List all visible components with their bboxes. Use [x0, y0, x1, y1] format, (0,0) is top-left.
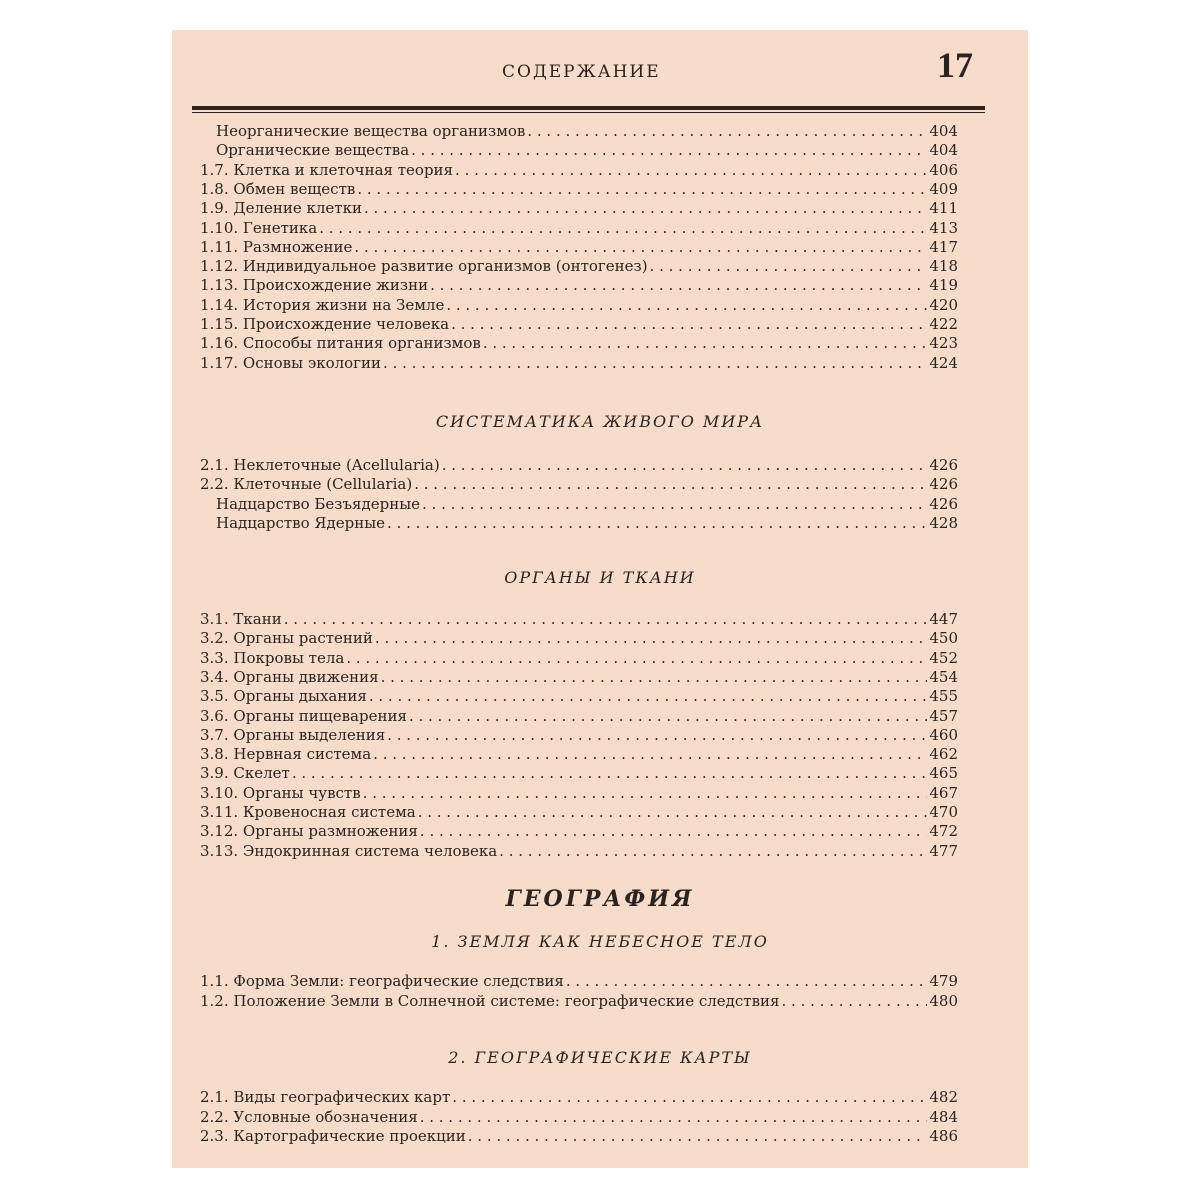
- toc-entry-page: 426: [929, 475, 958, 494]
- dot-leader: [782, 992, 928, 1011]
- dot-leader: [452, 1088, 927, 1107]
- toc-entry-page: 484: [929, 1107, 958, 1126]
- dot-leader: [420, 1108, 928, 1127]
- toc-entry-page: 420: [929, 295, 958, 314]
- toc-entry-title: 3.10. Органы чувств: [200, 783, 361, 802]
- page-number: 17: [937, 45, 973, 85]
- toc-entry-page: 460: [929, 725, 958, 744]
- toc-entry: [200, 141, 958, 160]
- dot-leader: [357, 180, 927, 199]
- section-title-maps: 2. ГЕОГРАФИЧЕСКИЕ КАРТЫ: [448, 1048, 752, 1067]
- toc-entry: [200, 992, 958, 1011]
- dot-leader: [387, 726, 927, 745]
- toc-entry: [200, 161, 958, 180]
- toc-entry-title: 1.12. Индивидуальное развитие организмов (онтогенез): [200, 257, 648, 276]
- dot-leader: [387, 514, 927, 533]
- toc-entry-title: 1.8. Обмен веществ: [200, 179, 356, 198]
- dot-leader: [420, 822, 927, 841]
- toc-entry: [200, 668, 958, 687]
- book-page: [172, 30, 1028, 1168]
- toc-entry: [200, 456, 958, 475]
- toc-entry: [200, 707, 958, 726]
- dot-leader: [527, 122, 927, 141]
- dot-leader: [364, 199, 927, 218]
- toc-entry-page: 411: [929, 199, 958, 218]
- toc-entry: [200, 629, 958, 648]
- toc-entry: [200, 514, 958, 533]
- toc-entry-page: 452: [929, 648, 958, 667]
- toc-entry: [200, 180, 958, 199]
- chapter-title-geography: ГЕОГРАФИЯ: [505, 886, 695, 912]
- header-rule-thin: [192, 112, 985, 113]
- section-title-organs: ОРГАНЫ И ТКАНИ: [504, 568, 696, 587]
- toc-entry: [200, 1108, 958, 1127]
- dot-leader: [442, 456, 928, 475]
- toc-entry-title: 1.11. Размножение: [200, 237, 353, 256]
- toc-entry-page: 472: [929, 822, 958, 841]
- toc-entry: [200, 726, 958, 745]
- dot-leader: [430, 276, 927, 295]
- dot-leader: [375, 629, 927, 648]
- toc-entry-page: 479: [929, 972, 958, 990]
- toc-entry-page: 406: [929, 160, 958, 179]
- toc-entry-page: 454: [929, 667, 958, 686]
- toc-entry: [200, 803, 958, 822]
- toc-entry: [200, 315, 958, 334]
- toc-entry: [200, 972, 958, 991]
- toc-entry-title: 1.17. Основы экологии: [200, 353, 382, 372]
- header-rule-thick: [192, 106, 985, 110]
- section-title-earth: 1. ЗЕМЛЯ КАК НЕБЕСНОЕ ТЕЛО: [431, 932, 769, 951]
- toc-entry-title: 1.2. Положение Земли в Солнечной системе: географические следствия: [200, 991, 780, 1010]
- toc-entry-title: 1.14. История жизни на Земле: [200, 295, 445, 314]
- dot-leader: [292, 764, 928, 783]
- dot-leader: [451, 315, 927, 334]
- toc-entry-page: 426: [929, 456, 958, 474]
- toc-entry-title: 3.8. Нервная система: [200, 745, 372, 764]
- toc-entry: [200, 257, 958, 276]
- dot-leader: [411, 141, 927, 160]
- toc-entry-title: Органические вещества: [216, 141, 410, 160]
- dot-leader: [650, 257, 928, 276]
- toc-entry-title: 1.15. Происхождение человека: [200, 315, 450, 333]
- toc-entry: [200, 745, 958, 764]
- toc-entry-title: 3.3. Покровы тела: [200, 648, 345, 667]
- toc-entry: [200, 1127, 958, 1146]
- dot-leader: [499, 842, 927, 861]
- dot-leader: [383, 354, 927, 373]
- toc-entry: [200, 822, 958, 841]
- toc-entry-title: 3.7. Органы выделения: [200, 725, 386, 744]
- toc-entry-page: 418: [929, 257, 958, 276]
- toc-entry-title: 3.5. Органы дыхания: [200, 687, 367, 706]
- toc-entry-page: 462: [929, 745, 958, 764]
- dot-leader: [409, 707, 927, 726]
- toc-entry: [200, 475, 958, 494]
- dot-leader: [468, 1127, 928, 1146]
- toc-entry-title: 3.4. Органы движения: [200, 667, 379, 686]
- toc-entry: [200, 296, 958, 315]
- toc-entry: [200, 784, 958, 803]
- toc-entry-title: 2.2. Клеточные (Cellularia): [200, 475, 413, 494]
- page-header: [172, 30, 1028, 110]
- toc-entry-page: 409: [929, 179, 958, 198]
- toc-entry-page: 457: [929, 706, 958, 725]
- toc-entry-title: Надцарство Безъядерные: [216, 494, 421, 513]
- toc-entry-page: 470: [929, 803, 958, 821]
- toc-entry-page: 477: [929, 841, 958, 860]
- toc-entry: [200, 649, 958, 668]
- dot-leader: [369, 687, 928, 706]
- toc-entry-title: 2.1. Виды географических карт: [200, 1088, 451, 1106]
- toc-entry-page: 417: [929, 237, 958, 256]
- dot-leader: [455, 161, 927, 180]
- dot-leader: [284, 610, 928, 629]
- toc-entry-page: 467: [929, 783, 958, 802]
- toc-entry-title: 1.9. Деление клетки: [200, 199, 362, 218]
- toc-entry-page: 404: [929, 141, 958, 160]
- toc-entry: [200, 842, 958, 861]
- dot-leader: [418, 803, 928, 822]
- toc-entry-title: 3.13. Эндокринная система человека: [200, 841, 498, 860]
- toc-entry: [200, 610, 958, 629]
- toc-entry: [200, 495, 958, 514]
- dot-leader: [483, 334, 928, 353]
- dot-leader: [566, 972, 927, 991]
- toc-entry-page: 450: [929, 629, 958, 648]
- toc-entry-page: 419: [929, 276, 958, 295]
- toc-entry-title: 1.13. Происхождение жизни: [200, 276, 429, 295]
- dot-leader: [319, 219, 927, 238]
- toc-entry: [200, 219, 958, 238]
- running-title: СОДЕРЖАНИЕ: [502, 62, 661, 82]
- toc-entry-title: 1.7. Клетка и клеточная теория: [200, 160, 454, 179]
- toc-entry-title: 3.6. Органы пищеварения: [200, 706, 407, 725]
- dot-leader: [346, 649, 927, 668]
- toc-entry-title: Неорганические вещества организмов: [216, 122, 526, 140]
- toc-entry-page: 413: [929, 218, 958, 237]
- dot-leader: [354, 238, 927, 257]
- toc-entry-page: 423: [929, 334, 958, 353]
- dot-leader: [422, 495, 927, 514]
- toc-entry: [200, 276, 958, 295]
- toc-entry-page: 447: [929, 610, 958, 628]
- toc-entry-page: 486: [929, 1127, 958, 1145]
- toc-entry-page: 424: [929, 353, 958, 372]
- toc-entry-title: 3.2. Органы растений: [200, 629, 373, 648]
- toc-entry-title: 3.9. Скелет: [200, 764, 290, 783]
- toc-entry-page: 455: [929, 687, 958, 706]
- toc-entry-title: 1.16. Способы питания организмов: [200, 334, 481, 353]
- toc-entry-title: 1.1. Форма Земли: географические следствия: [200, 972, 564, 990]
- section-title-systematics: СИСТЕМАТИКА ЖИВОГО МИРА: [435, 412, 765, 431]
- toc-entry: [200, 122, 958, 141]
- toc-entry-title: 3.12. Органы размножения: [200, 822, 418, 841]
- toc-entry-page: 422: [929, 315, 958, 333]
- dot-leader: [363, 784, 928, 803]
- toc-entry: [200, 334, 958, 353]
- toc-entry: [200, 238, 958, 257]
- toc-entry-page: 404: [929, 122, 958, 140]
- toc-entry-page: 428: [929, 513, 958, 532]
- dot-leader: [373, 745, 927, 764]
- toc-entry-page: 465: [929, 764, 958, 783]
- dot-leader: [414, 475, 927, 494]
- toc-entry: [200, 687, 958, 706]
- toc-entry: [200, 1088, 958, 1107]
- toc-entry-title: 1.10. Генетика: [200, 218, 318, 237]
- toc-entry: [200, 764, 958, 783]
- toc-entry-title: 2.2. Условные обозначения: [200, 1107, 418, 1126]
- toc-entry-title: 2.1. Неклеточные (Acellularia): [200, 456, 440, 474]
- toc-entry-title: 3.1. Ткани: [200, 610, 282, 628]
- dot-leader: [446, 296, 927, 315]
- dot-leader: [381, 668, 928, 687]
- toc-entry: [200, 354, 958, 373]
- toc-entry-title: 3.11. Кровеносная система: [200, 803, 416, 821]
- toc-entry-page: 426: [929, 494, 958, 513]
- toc-entry-title: Надцарство Ядерные: [216, 513, 386, 532]
- toc-entry-page: 480: [929, 991, 958, 1010]
- toc-entry: [200, 199, 958, 218]
- toc-entry-title: 2.3. Картографические проекции: [200, 1127, 466, 1145]
- toc-entry-page: 482: [929, 1088, 958, 1106]
